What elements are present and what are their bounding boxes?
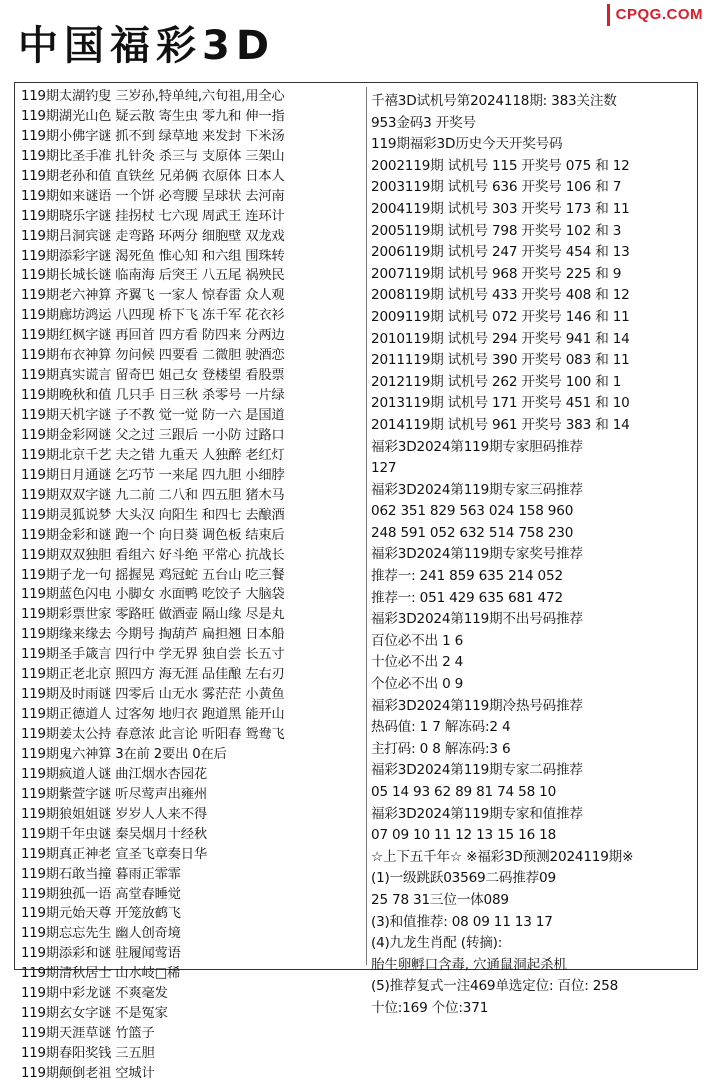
riddle-line: 119期春阳奖钱 三五胆 [21, 1046, 155, 1061]
prediction-line: 119期福彩3D历史今天开奖号码 [371, 136, 563, 153]
prediction-line: 2010119期 试机号 294 开奖号 941 和 14 [371, 330, 630, 347]
riddle-line: 119期蓝色闪电 小脚女 水面鸭 吃饺子 大脑袋 [21, 587, 285, 603]
riddle-line: 119期疯道人谜 曲江烟水杏园花 [21, 766, 207, 782]
riddle-line: 119期湖光山色 疑云散 寄生虫 零九和 伸一指 [21, 108, 285, 124]
riddle-line: 119期元始天尊 开笼放鹤飞 [21, 906, 181, 922]
prediction-line: 2011119期 试机号 390 开奖号 083 和 11 [371, 352, 630, 369]
riddle-line: 119期北京千艺 夫之错 九重天 人独醉 老红灯 [21, 447, 285, 463]
riddle-line: 119期姜太公持 春意浓 此言论 听阳春 鸳鸯飞 [21, 727, 285, 742]
riddle-line: 119期忘忘先生 幽人创奇境 [21, 926, 181, 942]
riddle-line: 119期吕洞宾谜 走弯路 环两分 细胞壁 双龙戏 [21, 228, 285, 244]
page-banner-title: 中国福彩3D [18, 23, 276, 69]
riddle-line: 119期灵狐说梦 大头汉 向阳生 和四七 去酿酒 [21, 507, 285, 523]
prediction-line: 2006119期 试机号 247 开奖号 454 和 13 [371, 244, 630, 261]
prediction-line: 个位必不出 0 9 [371, 676, 464, 693]
riddle-line: 119期石敢当撞 暮雨正霏霏 [21, 866, 181, 882]
riddle-line: 119期长城长谜 临南海 后突王 八五尾 祸殃民 [21, 268, 285, 284]
prediction-line: 062 351 829 563 024 158 960 [371, 503, 574, 520]
prediction-line: (5)推荐复式一注469单选定位: 百位: 258 [371, 978, 619, 995]
prediction-line: 2007119期 试机号 968 开奖号 225 和 9 [371, 265, 622, 282]
prediction-line: 2009119期 试机号 072 开奖号 146 和 11 [371, 308, 630, 325]
riddle-line: 119期缘来缘去 今期号 掏葫芦 扁担翘 日本船 [21, 627, 285, 643]
riddle-line: 119期天机字谜 子不教 觉一觉 防一六 是国道 [21, 408, 285, 423]
riddle-line: 119期双双独胆 看组六 好斗绝 平常心 抗战长 [21, 547, 285, 563]
riddle-line: 119期真实谎言 留奇巴 姐己女 登楼望 看股票 [21, 368, 285, 384]
prediction-line: ☆上下五千年☆ ※福彩3D预测2024119期※ [371, 848, 634, 865]
riddle-line: 119期颠倒老祖 空城计 [21, 1065, 155, 1081]
riddle-line: 119期老六神算 齐翼飞 一家人 惊春雷 众人观 [21, 288, 285, 304]
prediction-line: 25 78 31三位一体089 [371, 891, 509, 908]
prediction-line: 2013119期 试机号 171 开奖号 451 和 10 [371, 395, 630, 412]
prediction-line: 福彩3D2024第119期专家和值推荐 [371, 805, 583, 822]
prediction-line: 福彩3D2024第119期专家三码推荐 [371, 481, 583, 498]
prediction-line: 2012119期 试机号 262 开奖号 100 和 1 [371, 373, 622, 390]
riddle-line: 119期清秋居士 山水岐□稀 [21, 966, 181, 982]
prediction-line: 福彩3D2024第119期不出号码推荐 [371, 611, 583, 628]
riddle-line: 119期日月通谜 乞巧节 一来尾 四九胆 小细脖 [21, 467, 285, 483]
riddle-line: 119期玄女字谜 不是冤家 [21, 1006, 168, 1022]
riddle-line: 119期圣手箴言 四行中 学无界 独自尝 长五寸 [21, 647, 285, 663]
prediction-line: 127 [371, 460, 397, 477]
prediction-line: 2004119期 试机号 303 开奖号 173 和 11 [371, 200, 630, 217]
riddle-line: 119期子龙一句 摇握晃 鸡冠蛇 五台山 吃三餐 [21, 567, 285, 583]
riddle-line: 119期紫萱字谜 听尽莺声出雍州 [21, 786, 207, 802]
riddle-line: 119期鬼六神算 3在前 2要出 0在后 [21, 746, 227, 762]
riddle-line: 119期廊坊鸿运 八四现 桥下飞 冻千军 花衣衫 [21, 308, 285, 324]
riddle-line: 119期老孙和值 直铁丝 兄弟俩 衣原体 日本人 [21, 168, 285, 184]
prediction-line: 百位必不出 1 6 [371, 632, 464, 649]
riddle-line: 119期金彩网谜 父之过 三跟后 一小防 过路口 [21, 427, 285, 443]
riddle-line: 119期千年虫谜 秦吴烟月十经秋 [21, 826, 207, 842]
riddle-line: 119期如来谜语 一个饼 必弯腰 呈球状 去河南 [21, 188, 285, 204]
riddle-line: 119期狼姐姐谜 岁岁人人来不得 [21, 806, 207, 822]
prediction-line: 福彩3D2024第119期专家奖号推荐 [371, 546, 583, 563]
prediction-line: 主打码: 0 8 解冻码:3 6 [371, 740, 511, 757]
riddle-line: 119期天涯草谜 竹篮子 [21, 1026, 155, 1042]
prediction-line: 07 09 10 11 12 13 15 16 18 [371, 827, 557, 844]
prediction-line: 热码值: 1 7 解冻码:2 4 [371, 719, 511, 736]
riddle-line: 119期中彩龙谜 不爽毫发 [21, 986, 168, 1002]
riddle-line: 119期比圣手准 扎针灸 杀三与 支原体 三架山 [21, 148, 285, 164]
prediction-line: (3)和值推荐: 08 09 11 13 17 [371, 913, 553, 930]
riddle-line: 119期金彩和谜 跑一个 向日葵 调色板 结束后 [21, 527, 285, 543]
prediction-line: 2014119期 试机号 961 开奖号 383 和 14 [371, 416, 630, 433]
riddle-line: 119期添彩和谜 驻履闻莺语 [21, 946, 181, 962]
riddle-line: 119期彩票世家 零路旺 做酒壶 隔山缘 尽是丸 [21, 607, 285, 623]
prediction-line: 十位必不出 2 4 [371, 654, 464, 671]
riddle-line: 119期小佛字谜 抓不到 绿草地 来发封 下米汤 [21, 128, 285, 144]
prediction-line: 推荐一: 241 859 635 214 052 [371, 568, 563, 585]
prediction-line: 05 14 93 62 89 81 74 58 10 [371, 784, 557, 800]
riddle-line: 119期及时雨谜 四零后 山无水 雾茫茫 小黄鱼 [21, 687, 285, 703]
prediction-line: 福彩3D2024第119期专家胆码推荐 [371, 438, 583, 455]
riddle-line: 119期晓乐字谜 挂拐杖 七六现 周武王 连环计 [21, 208, 285, 224]
prediction-line: 千禧3D试机号第2024118期: 383关注数 [371, 93, 617, 109]
riddle-line: 119期添彩字谜 渴死鱼 惟心知 和六组 围珠转 [21, 248, 285, 264]
riddle-list-column [21, 87, 367, 1081]
prediction-line: 953金码3 开奖号 [371, 114, 476, 131]
riddle-line: 119期晚秋和值 几只手 日三秋 杀零号 一片绿 [21, 388, 285, 404]
prediction-line: 福彩3D2024第119期冷热号码推荐 [371, 697, 583, 714]
prediction-line: 248 591 052 632 514 758 230 [371, 524, 574, 541]
riddle-line: 119期正老北京 照四方 海无涯 品佳酿 左右刃 [21, 667, 285, 683]
prediction-line: 推荐一: 051 429 635 681 472 [371, 589, 563, 606]
prediction-line: 2005119期 试机号 798 开奖号 102 和 3 [371, 222, 622, 239]
riddle-line: 119期双双字谜 九二前 二八和 四五胆 猪木马 [21, 487, 285, 503]
content-frame [14, 82, 698, 1081]
prediction-line: 2008119期 试机号 433 开奖号 408 和 12 [371, 287, 630, 304]
prediction-column [371, 91, 695, 1016]
riddle-line: 119期布衣神算 勿问候 四要看 二微胆 驶酒恋 [21, 348, 285, 364]
prediction-line: 2002119期 试机号 115 开奖号 075 和 12 [371, 157, 630, 174]
prediction-line: (4)九龙生肖配 (转摘): [371, 935, 503, 952]
site-watermark: CPQG.COM [607, 4, 703, 26]
riddle-line: 119期独孤一语 高堂春睡觉 [21, 886, 181, 902]
riddle-line: 119期红枫字谜 再回首 四方看 防四来 分两边 [21, 328, 285, 344]
riddle-line: 119期太湖钓叟 三岁孙,特单纯,六旬祖,用全心 [21, 89, 285, 104]
riddle-line: 119期正德道人 过客匆 地归衣 跑道黑 能开山 [21, 707, 285, 723]
prediction-line: 福彩3D2024第119期专家二码推荐 [371, 762, 583, 779]
prediction-line: (1)一级跳跃03569二码推荐09 [371, 870, 556, 887]
prediction-line: 2003119期 试机号 636 开奖号 106 和 7 [371, 179, 622, 196]
riddle-line: 119期真正神老 宣圣飞章奏日华 [21, 846, 207, 862]
prediction-line: 胎生卵孵口含毒, 穴通鼠洞起杀机 [371, 956, 567, 973]
prediction-line: 十位:169 个位:371 [371, 999, 489, 1016]
